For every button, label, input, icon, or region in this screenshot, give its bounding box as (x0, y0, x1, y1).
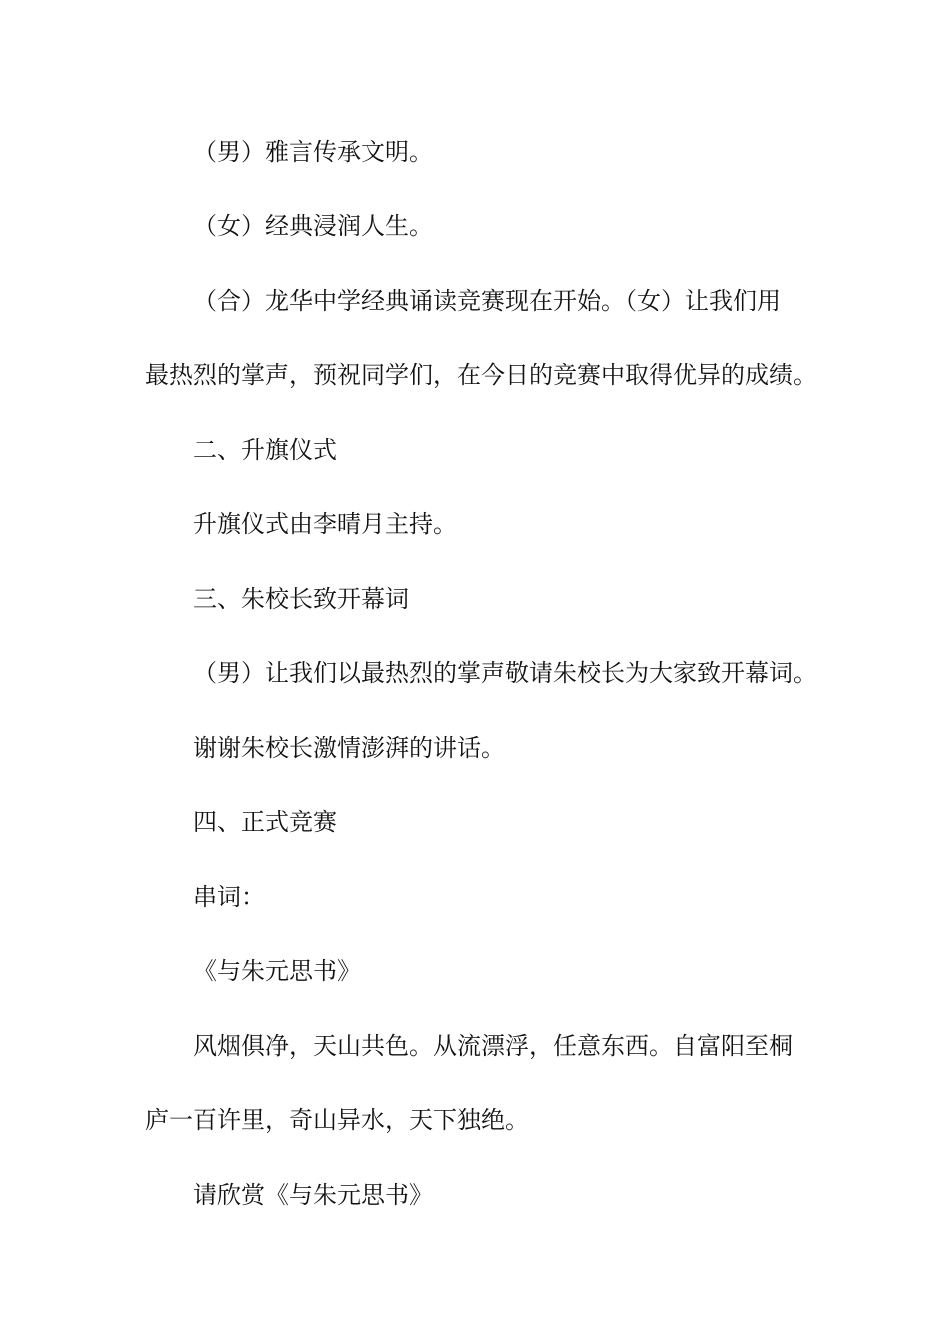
line-piece-intro: 风烟俱净，天山共色。从流漂浮，任意东西。自富阳至桐 (193, 1032, 793, 1060)
line-male-opening: （男）雅言传承文明。 (193, 138, 433, 166)
label-transition-words: 串词： (193, 883, 265, 911)
line-joint-opening: （合）龙华中学经典诵读竞赛现在开始。（女）让我们用 (193, 287, 781, 315)
heading-competition: 四、正式竞赛 (193, 808, 337, 836)
heading-opening-speech: 三、朱校长致开幕词 (193, 585, 409, 613)
title-piece: 《与朱元思书》 (193, 957, 361, 985)
line-please-enjoy: 请欣赏《与朱元思书》 (193, 1181, 433, 1209)
line-thanks-principal: 谢谢朱校长激情澎湃的讲话。 (193, 734, 505, 762)
line-flag-host: 升旗仪式由李晴月主持。 (193, 510, 457, 538)
heading-flag-ceremony: 二、升旗仪式 (193, 436, 337, 464)
line-female-opening: （女）经典浸润人生。 (193, 212, 433, 240)
line-piece-intro-cont: 庐一百许里，奇山异水，天下独绝。 (145, 1106, 529, 1134)
line-invite-principal: （男）让我们以最热烈的掌声敬请朱校长为大家致开幕词。 (193, 659, 817, 687)
line-joint-opening-cont: 最热烈的掌声，预祝同学们，在今日的竞赛中取得优异的成绩。 (145, 361, 817, 389)
